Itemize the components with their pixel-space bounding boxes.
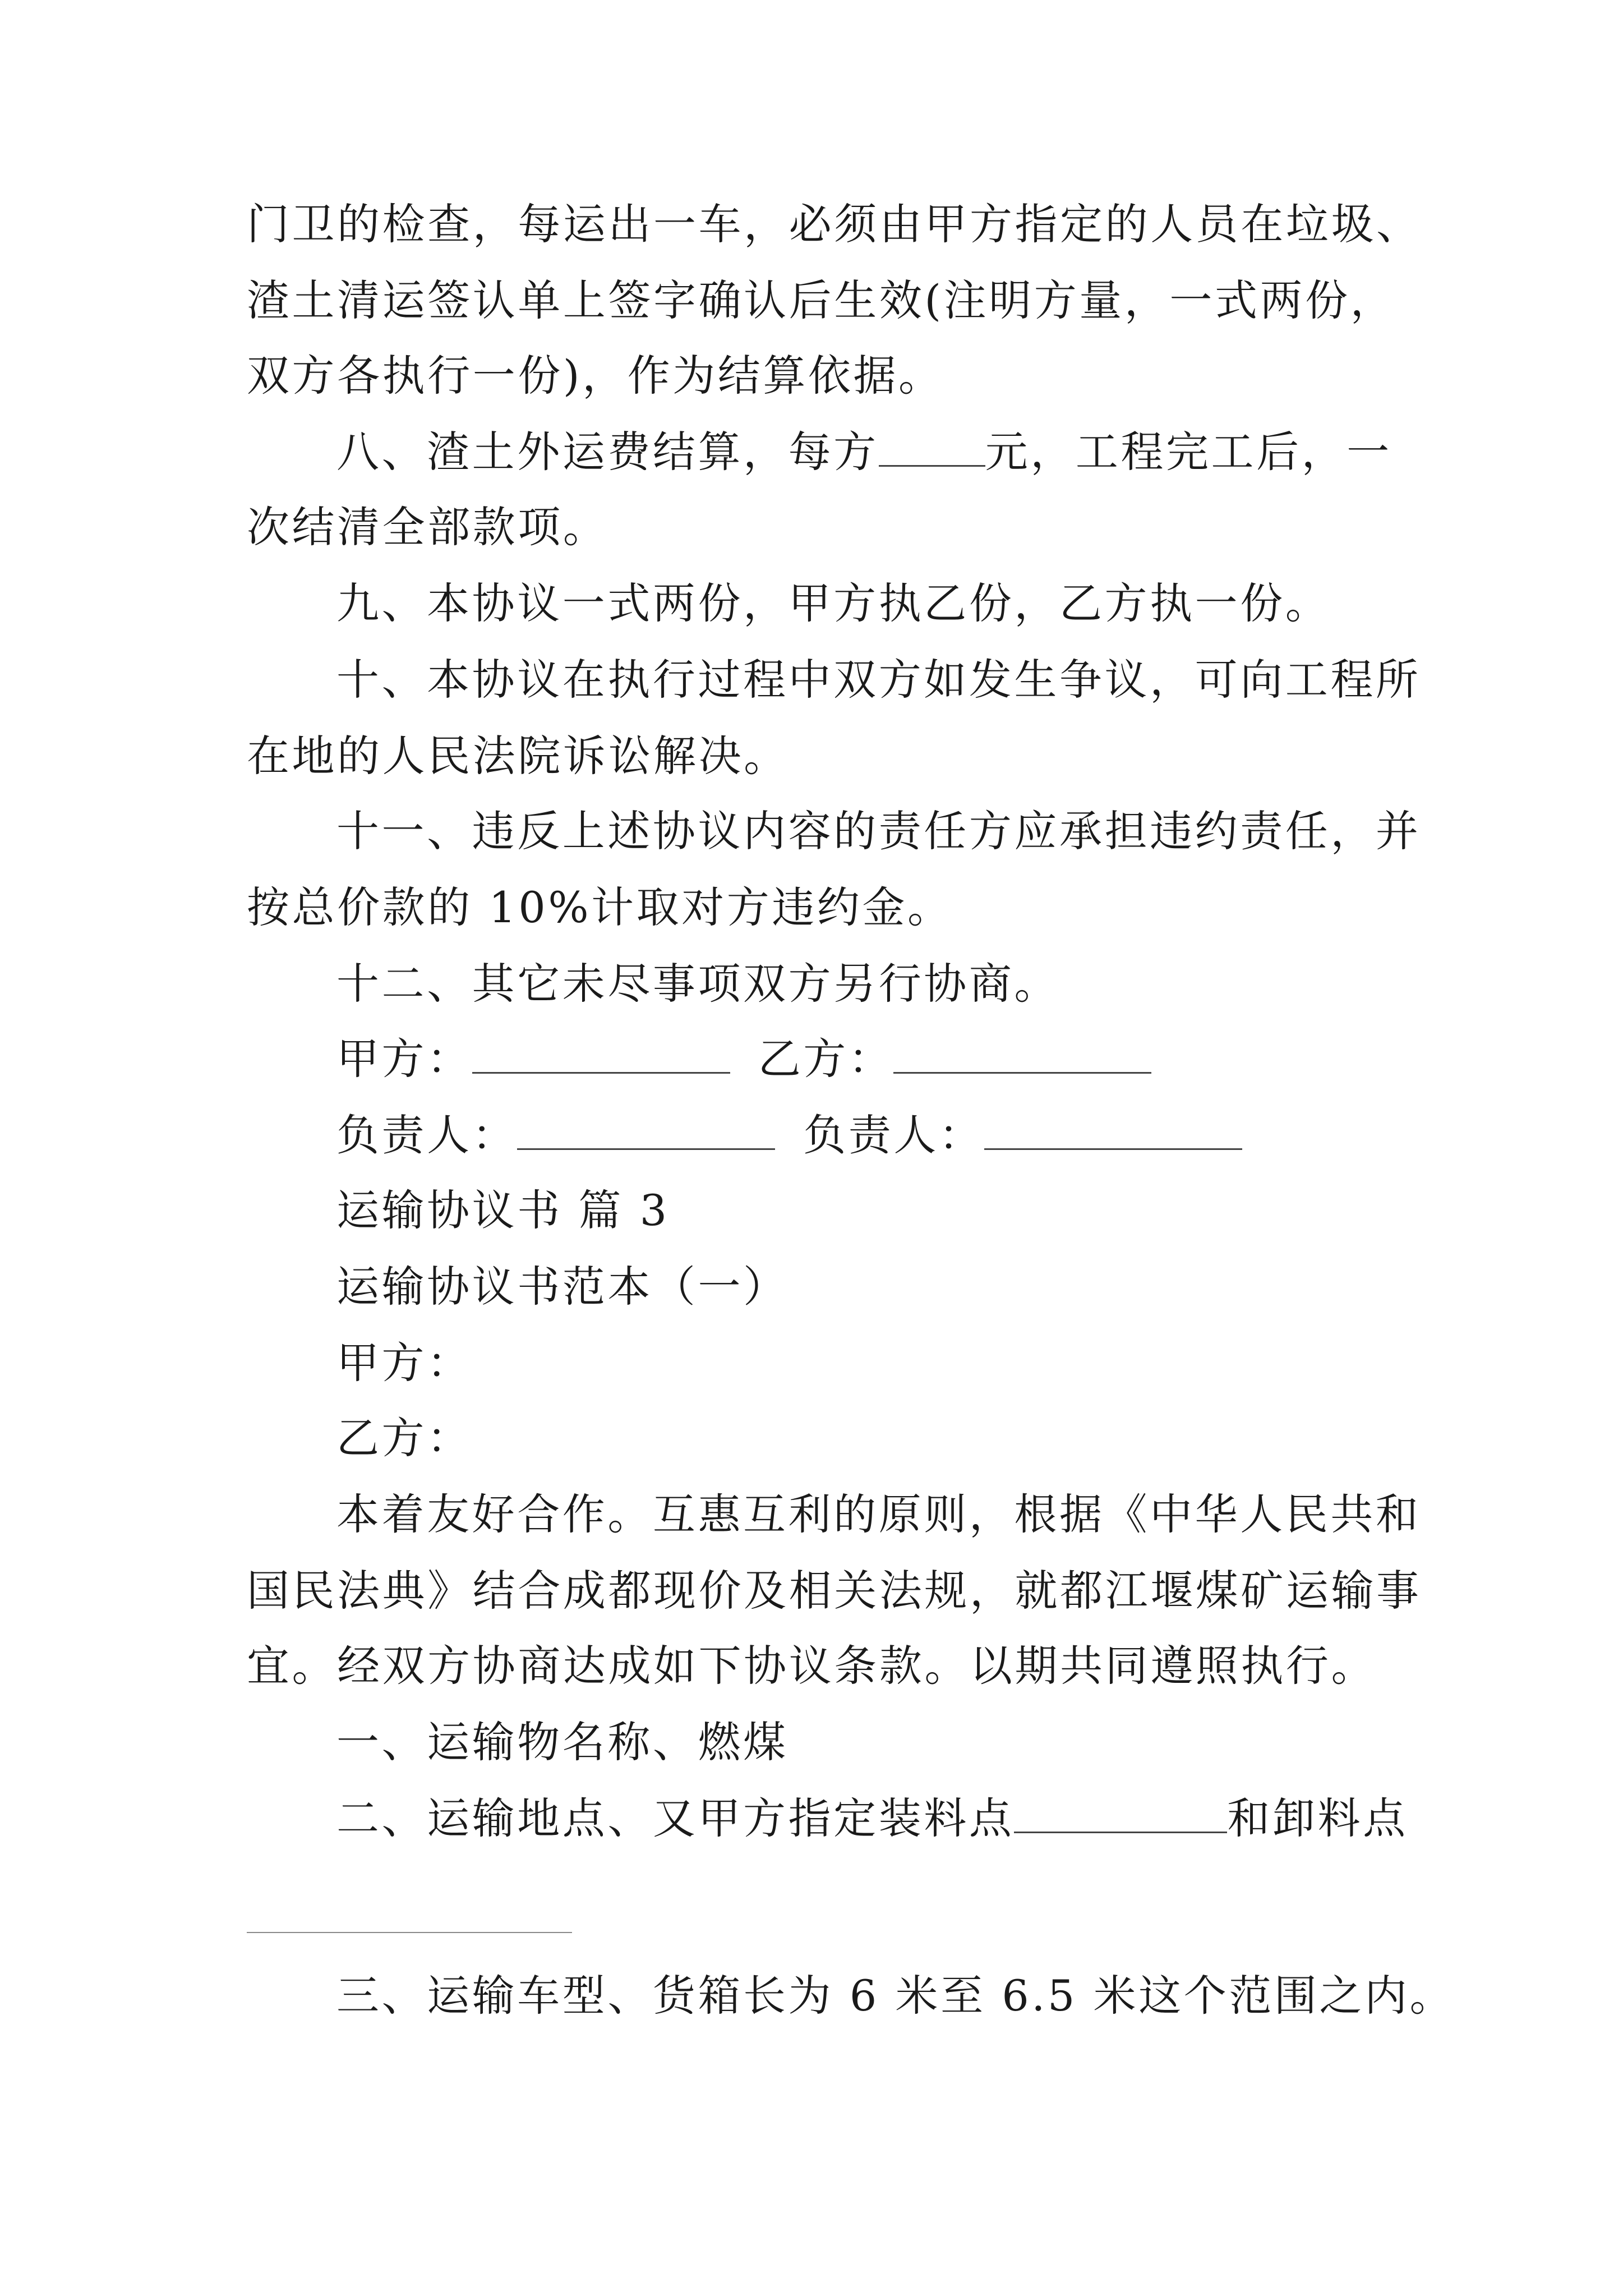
paragraph-line: 国民法典》结合成都现价及相关法规，就都江堰煤矿运输事 <box>247 1566 1422 1616</box>
clause-8-text-cont: 元，工程完工后，一 <box>985 427 1392 477</box>
clause-10-line: 十、本协议在执行过程中双方如发生争议，可向工程所 <box>336 655 1421 705</box>
party-a-blank[interactable] <box>472 1033 730 1074</box>
paragraph-line: 在地的人民法院诉讼解决。 <box>247 731 789 781</box>
intro-line: 本着友好合作。互惠互利的原则，根据《中华人民共和 <box>336 1489 1421 1539</box>
price-blank[interactable] <box>879 426 985 467</box>
clause-8-text: 八、渣土外运费结算，每方 <box>336 427 879 477</box>
person-a-label: 负责人： <box>336 1110 518 1160</box>
paragraph-line: 渣土清运签认单上签字确认后生效(注明方量，一式两份， <box>247 275 1396 325</box>
clause-11-line: 十一、违反上述协议内容的责任方应承担违约责任，并 <box>336 806 1421 856</box>
footnote-divider <box>247 1932 572 1933</box>
paragraph-line: 双方各执行一份)，作为结算依据。 <box>247 351 944 401</box>
document-subtitle: 运输协议书范本（一） <box>336 1262 789 1312</box>
clause-1-line: 一、运输物名称、燃煤 <box>336 1717 789 1767</box>
person-b-label: 负责人： <box>803 1110 984 1160</box>
clause-3-line: 三、运输车型、货箱长为 6 米至 6.5 米这个范围之内。 <box>336 1971 1455 2021</box>
section-heading: 运输协议书 篇 3 <box>336 1185 670 1235</box>
clause-9-line: 九、本协议一式两份，甲方执乙份，乙方执一份。 <box>336 578 1331 628</box>
clause-2-line <box>336 1792 1408 1846</box>
paragraph-line: 门卫的检查，每运出一车，必须由甲方指定的人员在垃圾、 <box>247 199 1422 249</box>
clause-2-text-cont: 和卸料点 <box>1227 1793 1408 1843</box>
loading-point-blank[interactable] <box>1014 1792 1227 1833</box>
clause-8-line <box>336 425 1392 479</box>
signature-person-line <box>336 1108 1242 1162</box>
party-a-line: 甲方： <box>336 1338 472 1388</box>
party-b-blank[interactable] <box>893 1033 1151 1074</box>
party-b-label: 乙方： <box>758 1034 894 1084</box>
paragraph-line: 宜。经双方协商达成如下协议条款。以期共同遵照执行。 <box>247 1641 1376 1691</box>
party-b-line: 乙方： <box>336 1413 472 1463</box>
clause-12-line: 十二、其它未尽事项双方另行协商。 <box>336 959 1059 1009</box>
clause-2-text: 二、运输地点、又甲方指定装料点 <box>336 1793 1015 1843</box>
party-a-label: 甲方： <box>336 1034 472 1084</box>
person-b-blank[interactable] <box>984 1109 1242 1150</box>
signature-party-line <box>336 1032 1151 1086</box>
paragraph-line: 次结清全部款项。 <box>247 502 608 552</box>
paragraph-line: 按总价款的 10%计取对方违约金。 <box>247 882 953 932</box>
person-a-blank[interactable] <box>517 1109 775 1150</box>
